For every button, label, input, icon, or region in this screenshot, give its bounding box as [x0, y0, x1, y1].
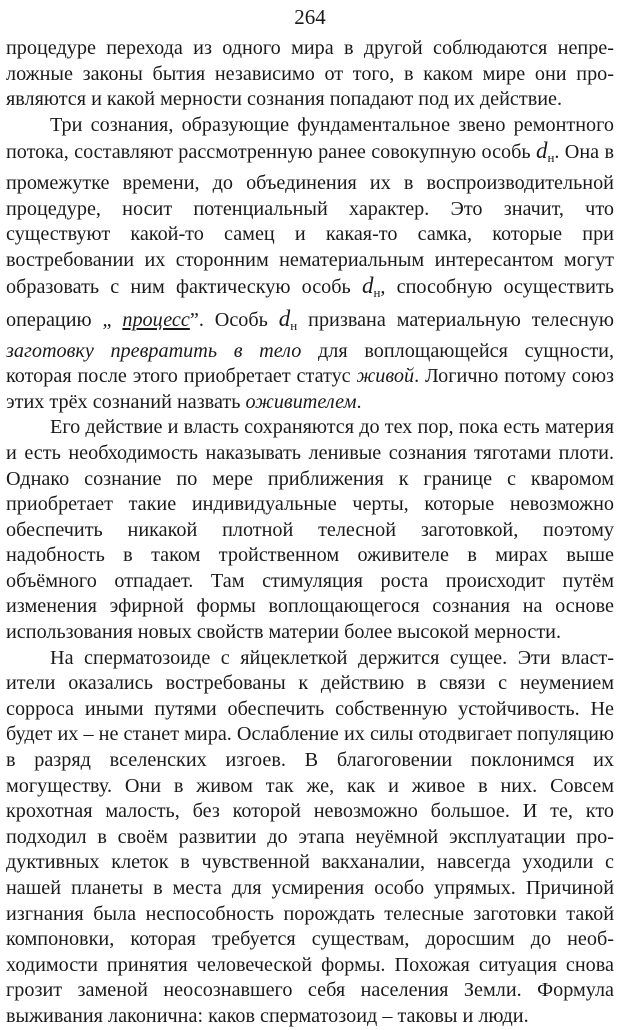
- symbol-letter: d: [278, 305, 291, 331]
- text-run: . Логично потому союз этих трёх сознаний назвать: [6, 365, 615, 413]
- italic-phrase: живой: [356, 365, 415, 388]
- symbol-d: [361, 273, 381, 301]
- paragraph: На сперматозоиде с яйцеклеткой держится сущее. Эти властители оказались востребованы к действию в связи с неумением сорроса иными путями обеспечить собственную устойчивость. Не будет их – не станет мира. Ослабление их силы отодвигает популяцию в разряд вселенских изгоев. В благоговении поклонимся их могуществу. Они в живом так же, как и живое в них. Совсем крохотная малость, без которой невозможно большое. И те, кто подходил в своём развитии до этапа неуёмной эксплуатации продуктивных клеток в чувственной вакханалии, навсегда уходили с нашей планеты в места для усмирения особо упрямых. Причиной изгнания была неспособность порождать телесные заготовки такой компоновки, которая требуется существам, доросшим до необходимости принятия человеческой формы. Похожая ситуация снова грозит заменой неосознавшего себя населения Земли. Формула выживания лаконична: каков сперматозоид – таковы и люди.: [6, 646, 614, 1027]
- underlined-term: процесс: [122, 308, 190, 331]
- text-run: , способную осуществить операцию „: [6, 276, 615, 331]
- text-run: для воплощающейся сущности, которая после этого приобретает статус: [6, 339, 614, 388]
- symbol-d: [535, 138, 555, 166]
- paragraph: процедуре перехода из одного мира в другой соблюдаются непреложные законы бытия независимо от того, в каком мире они проявляются и какой мерности сознания попадают под их действие.: [6, 37, 614, 111]
- paragraph: Его действие и власть сохраняются до тех пор, пока есть материя и есть необходимость наказывать ленивые сознания тяготами плоти. Однако сознание по мере приближения к границе с кваромом приобретает такие индивидуальные черты, которые невозможно обеспечить никакой плотной телесной заготовкой, поэтому надобность в таком тройственном оживителе в мирах выше объёмного отпадает. Там стимуляция роста происходит путём изменения эфирной формы воплощающегося сознания на основе использования новых свойств материи более высокой мерности.: [6, 416, 614, 644]
- symbol-subscript: н: [290, 317, 298, 333]
- text-body: [6, 36, 614, 1030]
- text-run: ”. Особь: [189, 308, 279, 331]
- symbol-d: [279, 306, 297, 331]
- page-number: 264: [294, 5, 326, 29]
- symbol-subscript: н: [373, 285, 381, 301]
- text-run: Три сознания, образующие фундаментальное звено ремонтного потока, составляют рассмотренную ранее совокупную особь: [6, 113, 614, 164]
- text-run: . Она в промежутке времени, до объединения их в воспроизводительной процедуре, носит потенциальный характер. Это значит, что существуют какой-то самец и какая-то самка, которые при востребовании их сторонним нематериальным интересантом могут образовать с ним фактическую особь: [6, 141, 614, 299]
- italic-phrase: оживителем: [245, 390, 357, 413]
- text-run: призвана материальную телесную: [297, 308, 615, 331]
- symbol-letter: d: [361, 273, 374, 299]
- italic-phrase: заготовку превратить в тело: [6, 339, 302, 362]
- text-run: .: [356, 390, 362, 413]
- symbol-subscript: н: [547, 150, 555, 166]
- symbol-letter: d: [535, 138, 548, 164]
- paragraph: [6, 113, 614, 416]
